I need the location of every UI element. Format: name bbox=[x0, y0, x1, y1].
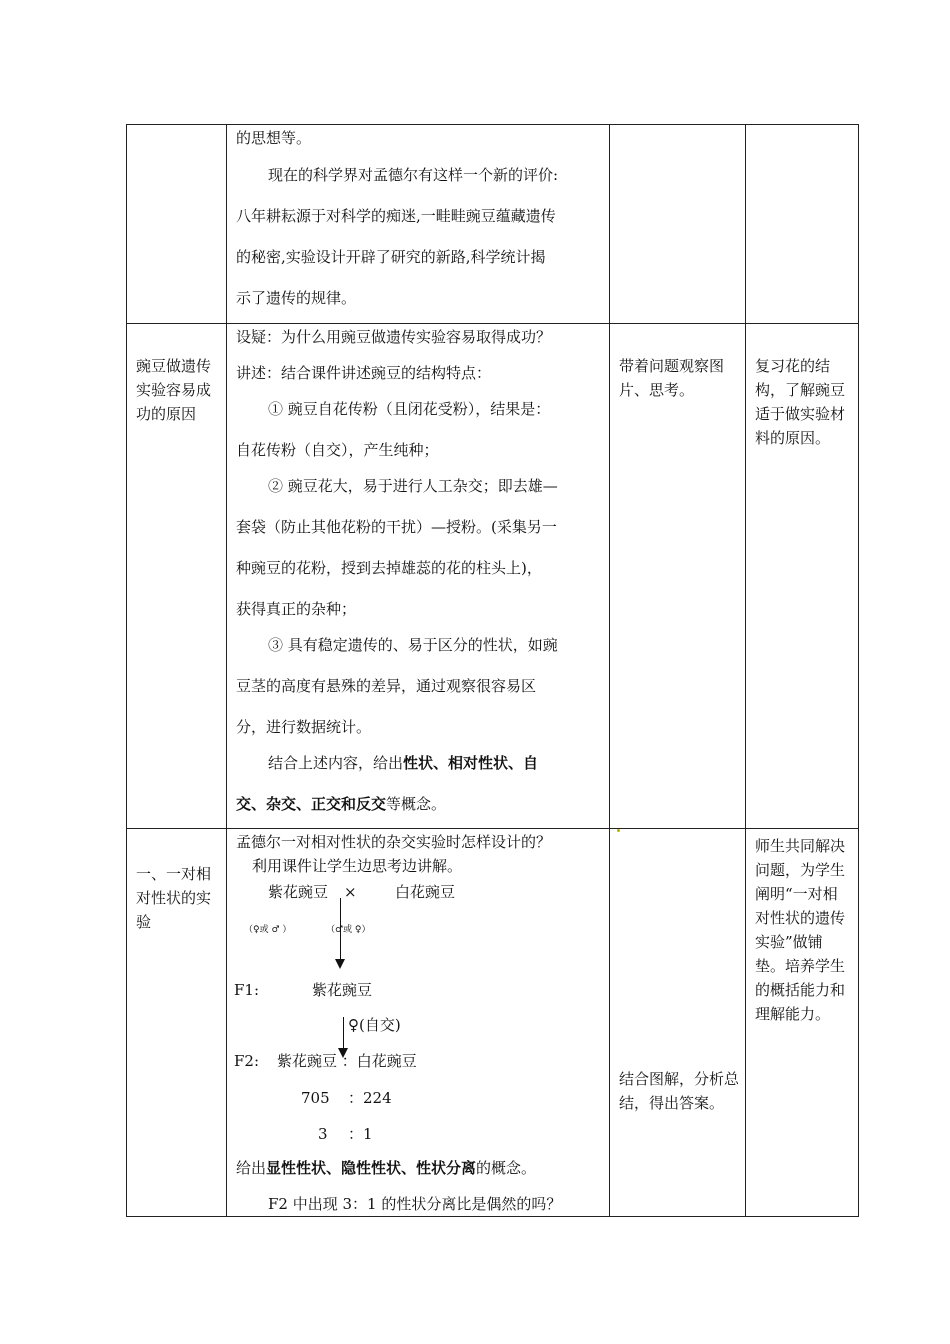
row2-point: 获得真正的杂种； bbox=[236, 600, 357, 618]
row3-question: 孟德尔一对相对性状的杂交实验时怎样设计的？ bbox=[236, 833, 552, 851]
row3-student-activity: 结合图解，分析总结，得出答案。 bbox=[619, 1070, 740, 1112]
row1-line: 的秘密,实验设计开辟了研究的新路,科学统计揭 bbox=[236, 248, 546, 266]
row2-point: ① 豌豆自花传粉（且闭花受粉），结果是： bbox=[268, 400, 551, 418]
row2-conclusion bbox=[268, 753, 538, 773]
row3-last-question: F2 中出现 3：1 的性状分离比是偶然的吗？ bbox=[268, 1195, 562, 1213]
ratio-a: 3 bbox=[318, 1125, 328, 1143]
row2-topic: 豌豆做遗传实验容易成功的原因 bbox=[136, 357, 212, 423]
concept-prefix: 给出 bbox=[236, 1159, 267, 1177]
count-white: ：224 bbox=[348, 1089, 392, 1107]
f2-value: 紫花豌豆 ：白花豌豆 bbox=[277, 1052, 417, 1070]
conclusion-prefix: 结合上述内容，给出 bbox=[268, 754, 404, 772]
row-divider bbox=[126, 828, 858, 829]
row2-point: 豆茎的高度有悬殊的差异，通过观察很容易区 bbox=[236, 677, 537, 695]
parent-purple: 紫花豌豆 bbox=[268, 883, 329, 901]
conclusion-terms: 性状、相对性状、自 bbox=[403, 754, 539, 772]
row3-topic: 一、一对相对性状的实验 bbox=[136, 865, 212, 931]
row3-method: 利用课件让学生边思考边讲解。 bbox=[252, 857, 463, 875]
concept-terms: 显性性状、隐性性状、性状分离 bbox=[266, 1159, 477, 1177]
row1-line: 现在的科学界对孟德尔有这样一个新的评价: bbox=[268, 166, 559, 184]
row2-conclusion-cont bbox=[236, 794, 446, 814]
stray-mark bbox=[617, 829, 620, 832]
column-divider bbox=[226, 124, 227, 1217]
row1-line: 示了遗传的规律。 bbox=[236, 289, 357, 307]
ratio-b: ：1 bbox=[348, 1125, 373, 1143]
row2-point: 套袋（防止其他花粉的干扰）—授粉。(采集另一 bbox=[236, 518, 557, 536]
row2-point: 自花传粉（自交），产生纯种； bbox=[236, 441, 439, 459]
row2-point: 种豌豆的花粉，授到去掉雄蕊的花的柱头上)， bbox=[236, 559, 542, 577]
table-border-top bbox=[126, 124, 858, 125]
row2-point: 分，进行数据统计。 bbox=[236, 718, 372, 736]
selfing-note: ♀(自交) bbox=[348, 1016, 401, 1034]
conclusion-suffix: 等概念。 bbox=[386, 795, 447, 813]
row2-narrate: 讲述：结合课件讲述豌豆的结构特点： bbox=[236, 364, 492, 382]
column-divider bbox=[745, 124, 746, 1217]
concept-suffix: 的概念。 bbox=[476, 1159, 537, 1177]
f2-label: F2: bbox=[234, 1052, 260, 1070]
table-border-bottom bbox=[126, 1216, 858, 1217]
row2-student-activity: 带着问题观察图片、思考。 bbox=[619, 357, 725, 399]
column-divider bbox=[858, 124, 859, 1217]
row2-point: ② 豌豆花大，易于进行人工杂交；即去雄— bbox=[268, 477, 558, 495]
row2-point: ③ 具有稳定遗传的、易于区分的性状，如豌 bbox=[268, 636, 558, 654]
row3-concepts bbox=[236, 1158, 536, 1178]
f1-label: F1: bbox=[234, 981, 260, 999]
row2-design-intent: 复习花的结构，了解豌豆适于做实验材料的原因。 bbox=[755, 357, 846, 447]
row-divider bbox=[126, 323, 858, 324]
cross-symbol: × bbox=[344, 883, 357, 901]
parent-white: 白花豌豆 bbox=[395, 883, 456, 901]
f1-value: 紫花豌豆 bbox=[312, 981, 373, 999]
cross-arrow bbox=[340, 898, 341, 960]
row2-question: 设疑：为什么用豌豆做遗传实验容易取得成功？ bbox=[236, 328, 552, 346]
sex-note-left: （♀或 ♂ ） bbox=[244, 925, 292, 935]
column-divider bbox=[609, 124, 610, 1217]
sex-note-right: （♂或 ♀） bbox=[326, 925, 371, 935]
column-divider bbox=[126, 124, 127, 1217]
arrow-head bbox=[335, 959, 345, 969]
row1-line: 八年耕耘源于对科学的痴迷,一畦畦豌豆蕴藏遗传 bbox=[236, 207, 556, 225]
conclusion-terms: 交、杂交、正交和反交 bbox=[236, 795, 387, 813]
selfing-arrow bbox=[343, 1017, 344, 1049]
count-purple: 705 bbox=[301, 1089, 330, 1107]
row3-design-intent: 师生共同解决问题，为学生阐明“一对相对性状的遗传实验”做铺垫。培养学生的概括能力和理解能力。 bbox=[755, 837, 846, 1023]
row1-line: 的思想等。 bbox=[236, 129, 312, 147]
